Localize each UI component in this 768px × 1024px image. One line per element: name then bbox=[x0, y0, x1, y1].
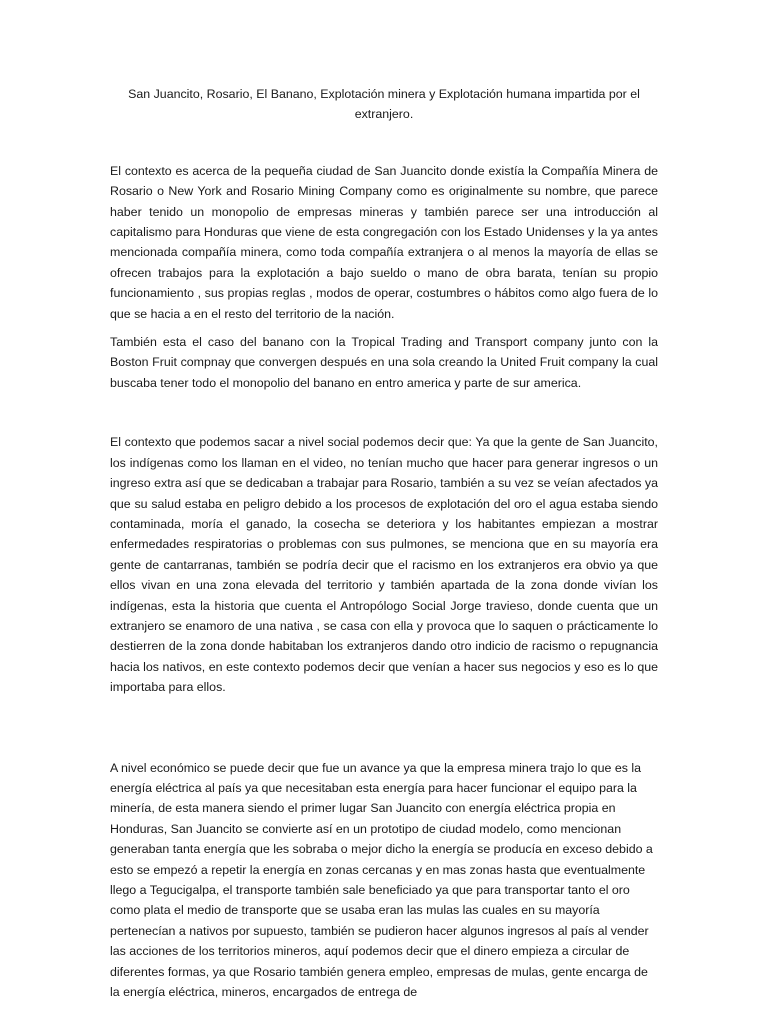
paragraph-social-context: El contexto que podemos sacar a nivel social podemos decir que: Ya que la gente de San Juancito, los indígenas como los llaman en el video, no tenían mucho que hacer para generar ingresos o un ingreso extra así que se dedicaban a trabajar para Rosario, también a su vez se veían afectados ya que su salud estaba en peligro debido a los procesos de explotación del oro el agua estaba siendo contaminada, moría el ganado, la cosecha se deteriora y los habitantes empiezan a mostrar enfermedades respiratorias o problemas con sus pulmones, se menciona que en su mayoría era gente de cantarranas, también se podría decir que el racismo en los extranjeros era obvio ya que ellos vivan en una zona elevada del territorio y también apartada de la zona donde vivían los indígenas, esta la historia que cuenta el Antropólogo Social Jorge travieso, donde cuenta que un extranjero se enamoro de una nativa , se casa con ella y provoca que lo saquen o prácticamente lo destierren de la zona donde habitaban los extranjeros dando otro indicio de racismo o repugnancia hacia los nativos, en este contexto podemos decir que venían a hacer sus negocios y eso es lo que importaba para ellos. bbox=[110, 435, 658, 695]
paragraph-context-mining: El contexto es acerca de la pequeña ciudad de San Juancito donde existía la Compañía Minera de Rosario o New York and Rosario Mining Company como es originalmente su nombre, que parece haber tenido un monopolio de empresas mineras y también parece ser una introducción al capitalismo para Honduras que viene de esta congregación con los Estado Unidenses y la ya antes mencionada compañía minera, como toda compañía extranjera o al menos la mayoría de ellas se ofrecen trabajos para la explotación a bajo sueldo o mano de obra barata, tenían su propio funcionamiento , sus propias reglas , modos de operar, costumbres o hábitos como algo fuera de lo que se hacia a en el resto del territorio de la nación. bbox=[110, 163, 658, 321]
paragraph-banana: También esta el caso del banano con la Tropical Trading and Transport company junto con la Boston Fruit compnay que convergen después en una sola creando la United Fruit company la cual buscaba tener todo el monopolio del banano en entro america y parte de sur america. bbox=[110, 335, 658, 390]
paragraph-economic-context: A nivel económico se puede decir que fue un avance ya que la empresa minera trajo lo que es la energía eléctrica al país ya que necesitaban esta energía para hacer funcionar el equipo para la minería, de esta manera siendo el primer lugar San Juancito con energía eléctrica propia en Honduras, San Juancito se convierte así en un prototipo de ciudad modelo, como mencionan generaban tanta energía que les sobraba o mejor dicho la energía se producía en exceso debido a esto se empezó a repetir la energía en zonas cercanas y en mas zonas hasta que eventualmente llego a Tegucigalpa, el transporte también sale beneficiado ya que para transportar tanto el oro como plata el medio de transporte que se usaba eran las mulas las cuales en su mayoría pertenecían a nativos por supuesto, también se pudieron hacer algunos ingresos al país al vender las acciones de los territorios mineros, aquí podemos decir que el dinero empieza a circular de diferentes formas, ya que Rosario también genera empleo, empresas de mulas, gente encarga de la energía eléctrica, mineros, encargados de entrega de bbox=[110, 760, 653, 1000]
document-page bbox=[110, 84, 658, 1002]
document-title: San Juancito, Rosario, El Banano, Explotación minera y Explotación humana impartida por el extranjero. bbox=[128, 87, 640, 122]
